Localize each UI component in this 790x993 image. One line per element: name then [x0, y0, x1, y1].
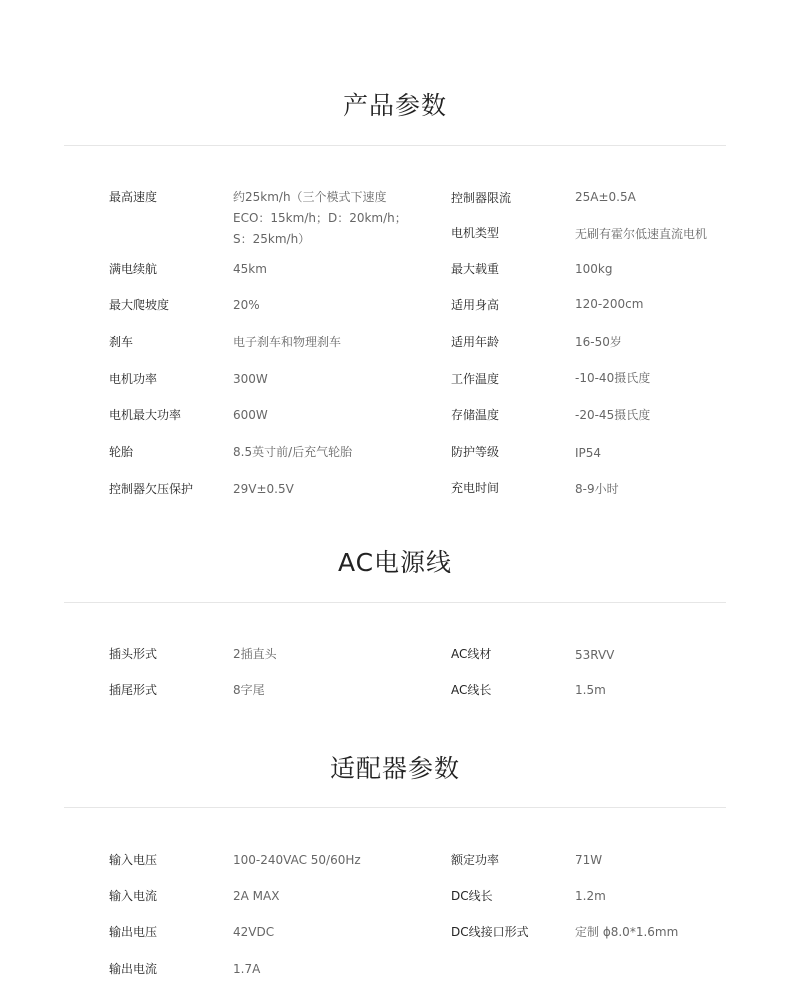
spec-value: -10-40摄氏度 — [575, 371, 651, 385]
spec-label: 额定功率 — [451, 853, 500, 867]
divider — [64, 807, 726, 808]
spec-value: 100-240VAC 50/60Hz — [233, 853, 361, 867]
spec-label: 输出电压 — [109, 925, 158, 939]
spec-value: 2插直头 — [233, 647, 277, 661]
spec-label: 插尾形式 — [109, 683, 158, 697]
spec-label: 输出电流 — [109, 962, 158, 976]
spec-label: 适用身高 — [451, 298, 500, 312]
spec-label: 控制器限流 — [451, 191, 512, 205]
spec-value: 2A MAX — [233, 889, 280, 903]
spec-value: 29V±0.5V — [233, 482, 294, 496]
divider — [64, 602, 726, 603]
spec-label: DC线长 — [451, 889, 493, 903]
divider — [64, 145, 726, 146]
spec-value: 120-200cm — [575, 297, 644, 311]
spec-value: 8-9小时 — [575, 482, 619, 496]
spec-label: 输入电流 — [109, 889, 158, 903]
spec-label: 满电续航 — [109, 262, 158, 276]
spec-value-line: 约25km/h（三个模式下速度 — [233, 190, 387, 204]
spec-value: 无刷有霍尔低速直流电机 — [575, 227, 708, 241]
spec-label: 最高速度 — [109, 190, 158, 204]
spec-label: 最大载重 — [451, 262, 500, 276]
spec-label: 插头形式 — [109, 647, 158, 661]
spec-value: 电子刹车和物理刹车 — [233, 335, 342, 349]
spec-value: 1.7A — [233, 962, 261, 976]
section-title-product-params: 产品参数 — [342, 91, 447, 120]
spec-label: 充电时间 — [451, 481, 500, 495]
spec-value: 42VDC — [233, 925, 275, 939]
section-title-ac-power-cord: AC电源线 — [337, 548, 453, 577]
spec-value: 1.2m — [575, 889, 606, 903]
spec-label: 工作温度 — [451, 372, 500, 386]
spec-value: 定制 ϕ8.0*1.6mm — [575, 925, 679, 939]
spec-value: 600W — [233, 408, 268, 422]
spec-value: 300W — [233, 372, 268, 386]
spec-value: 53RVV — [575, 648, 615, 662]
spec-label: 刹车 — [109, 335, 134, 349]
spec-label: DC线接口形式 — [451, 925, 529, 939]
spec-value-line: S：25km/h） — [233, 232, 311, 246]
spec-value: 8字尾 — [233, 683, 265, 697]
spec-value: 16-50岁 — [575, 335, 622, 349]
spec-value: 71W — [575, 853, 603, 867]
spec-label: 输入电压 — [109, 853, 158, 867]
spec-label: AC线材 — [451, 647, 492, 661]
spec-label: 电机功率 — [109, 372, 158, 386]
spec-label: 控制器欠压保护 — [109, 482, 194, 496]
spec-value: 8.5英寸前/后充气轮胎 — [233, 445, 353, 459]
spec-label: 电机最大功率 — [109, 408, 182, 422]
spec-label: 存储温度 — [451, 408, 500, 422]
spec-value: 45km — [233, 262, 267, 276]
spec-value: IP54 — [575, 446, 602, 460]
spec-label: 电机类型 — [451, 226, 500, 240]
spec-label: 最大爬坡度 — [109, 298, 170, 312]
spec-value: 20% — [233, 298, 260, 312]
spec-value: -20-45摄氏度 — [575, 408, 651, 422]
spec-label: AC线长 — [451, 683, 492, 697]
spec-value: 25A±0.5A — [575, 190, 636, 204]
spec-label: 轮胎 — [109, 445, 134, 459]
spec-value: 1.5m — [575, 683, 606, 697]
spec-value-line: ECO：15km/h；D：20km/h； — [233, 211, 407, 225]
spec-label: 防护等级 — [451, 445, 500, 459]
spec-value — [233, 187, 423, 250]
spec-label: 适用年龄 — [451, 335, 500, 349]
spec-value: 100kg — [575, 262, 613, 276]
section-title-adapter-params: 适配器参数 — [329, 754, 460, 783]
